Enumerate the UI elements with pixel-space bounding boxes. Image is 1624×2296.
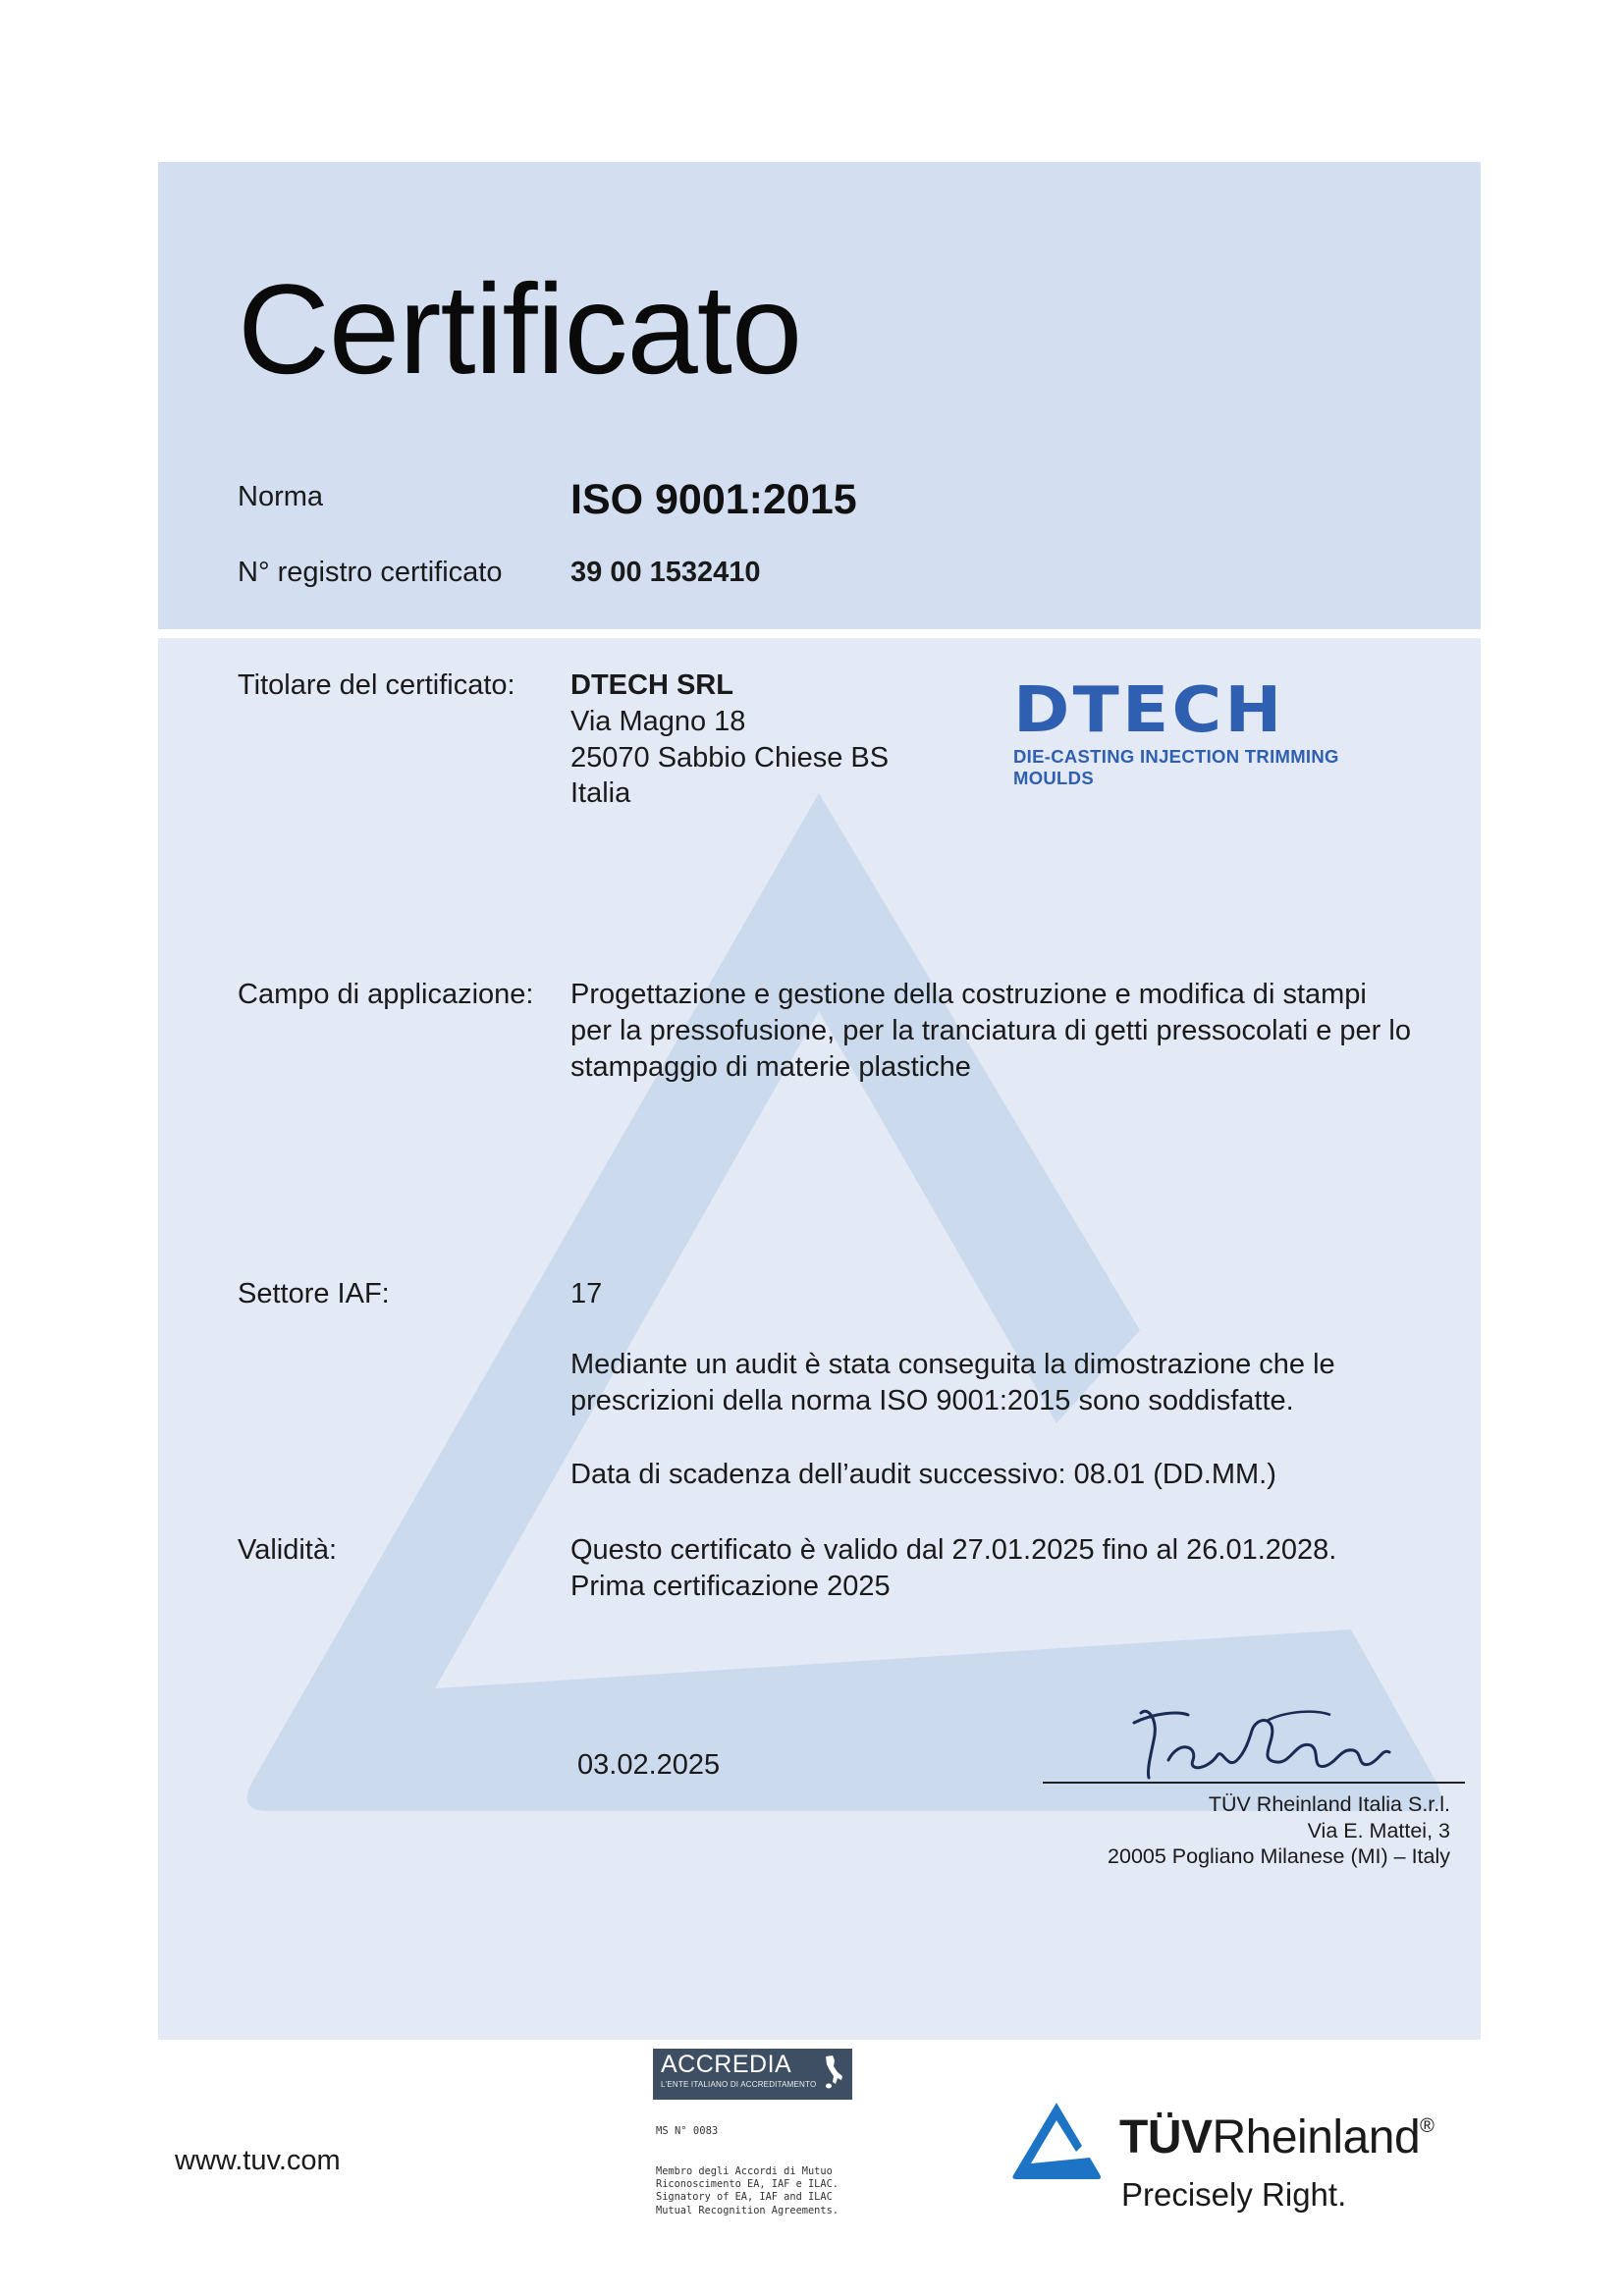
issuer-line: TÜV Rheinland Italia S.r.l. — [1208, 1792, 1450, 1816]
accredia-logo — [653, 2049, 852, 2100]
registered-mark: ® — [1420, 2115, 1435, 2137]
validita-label: Validità: — [238, 1534, 338, 1566]
tuv-wordmark — [1119, 2111, 1435, 2163]
issuer-address — [1108, 1791, 1450, 1870]
membership-line: Signatory of EA, IAF and ILAC — [656, 2191, 833, 2204]
titolare-name: DTECH SRL — [570, 669, 733, 701]
audit-line: Mediante un audit è stata conseguita la dimostrazione che le — [570, 1349, 1335, 1380]
settore-label: Settore IAF: — [238, 1278, 390, 1309]
membership-line: Riconoscimento EA, IAF e ILAC. — [656, 2178, 839, 2191]
ms-number: MS N° 0083 — [656, 2125, 719, 2137]
validita-line: Questo certificato è valido dal 27.01.2025 fino al 26.01.2028. — [570, 1534, 1337, 1566]
campo-line: Progettazione e gestione della costruzione e modifica di stampi — [570, 979, 1367, 1010]
audit-statement — [570, 1347, 1474, 1419]
settore-value: 17 — [570, 1278, 603, 1309]
website-link[interactable]: www.tuv.com — [175, 2145, 341, 2176]
client-logo-tagline: DIE-CASTING INJECTION TRIMMING MOULDS — [1013, 746, 1339, 788]
issue-date: 03.02.2025 — [577, 1749, 721, 1781]
client-logo — [1013, 674, 1401, 789]
titolare-label: Titolare del certificato: — [238, 669, 515, 701]
issuer-line: 20005 Pogliano Milanese (MI) – Italy — [1108, 1844, 1450, 1869]
campo-label: Campo di applicazione: — [238, 979, 534, 1010]
italy-map-icon — [823, 2055, 844, 2090]
audit-expiry: Data di scadenza dell’audit successivo: 08.01 (DD.MM.) — [570, 1459, 1276, 1490]
certificate-title: Certificato — [238, 257, 802, 400]
tuv-triangle-icon — [1009, 2099, 1104, 2181]
campo-line: per la pressofusione, per la tranciatura di getti pressocolati e per lo — [570, 1014, 1411, 1046]
tuv-wordmark-bold: TÜV — [1119, 2111, 1213, 2163]
accredia-name: ACCREDIA — [661, 2051, 792, 2078]
membership-line: Membro degli Accordi di Mutuo — [656, 2165, 833, 2177]
registro-value: 39 00 1532410 — [570, 557, 761, 588]
issuer-line: Via E. Mattei, 3 — [1307, 1818, 1450, 1842]
titolare-address-line: Via Magno 18 — [570, 705, 746, 737]
membership-line: Mutual Recognition Agreements. — [656, 2204, 839, 2216]
campo-block — [570, 977, 1474, 1085]
tuv-slogan: Precisely Right. — [1121, 2176, 1347, 2213]
campo-line: stampaggio di materie plastiche — [570, 1050, 971, 1083]
validita-line: Prima certificazione 2025 — [570, 1570, 891, 1602]
titolare-address-line: 25070 Sabbio Chiese BS — [570, 741, 890, 774]
signature-line — [1043, 1782, 1465, 1784]
titolare-address-line: Italia — [570, 777, 631, 810]
norma-label: Norma — [238, 481, 324, 512]
norma-value: ISO 9001:2015 — [570, 476, 857, 523]
tuv-wordmark-rest: Rheinland — [1212, 2111, 1421, 2163]
client-logo-name: DTECH — [1013, 674, 1285, 747]
accredia-subtitle: L'ENTE ITALIANO DI ACCREDITAMENTO — [661, 2080, 817, 2089]
accredia-membership — [656, 2165, 882, 2217]
registro-label: N° registro certificato — [238, 557, 503, 588]
audit-line: prescrizioni della norma ISO 9001:2015 sono soddisfatte. — [570, 1384, 1294, 1416]
signature — [1129, 1701, 1404, 1789]
validita-block — [570, 1532, 1474, 1605]
